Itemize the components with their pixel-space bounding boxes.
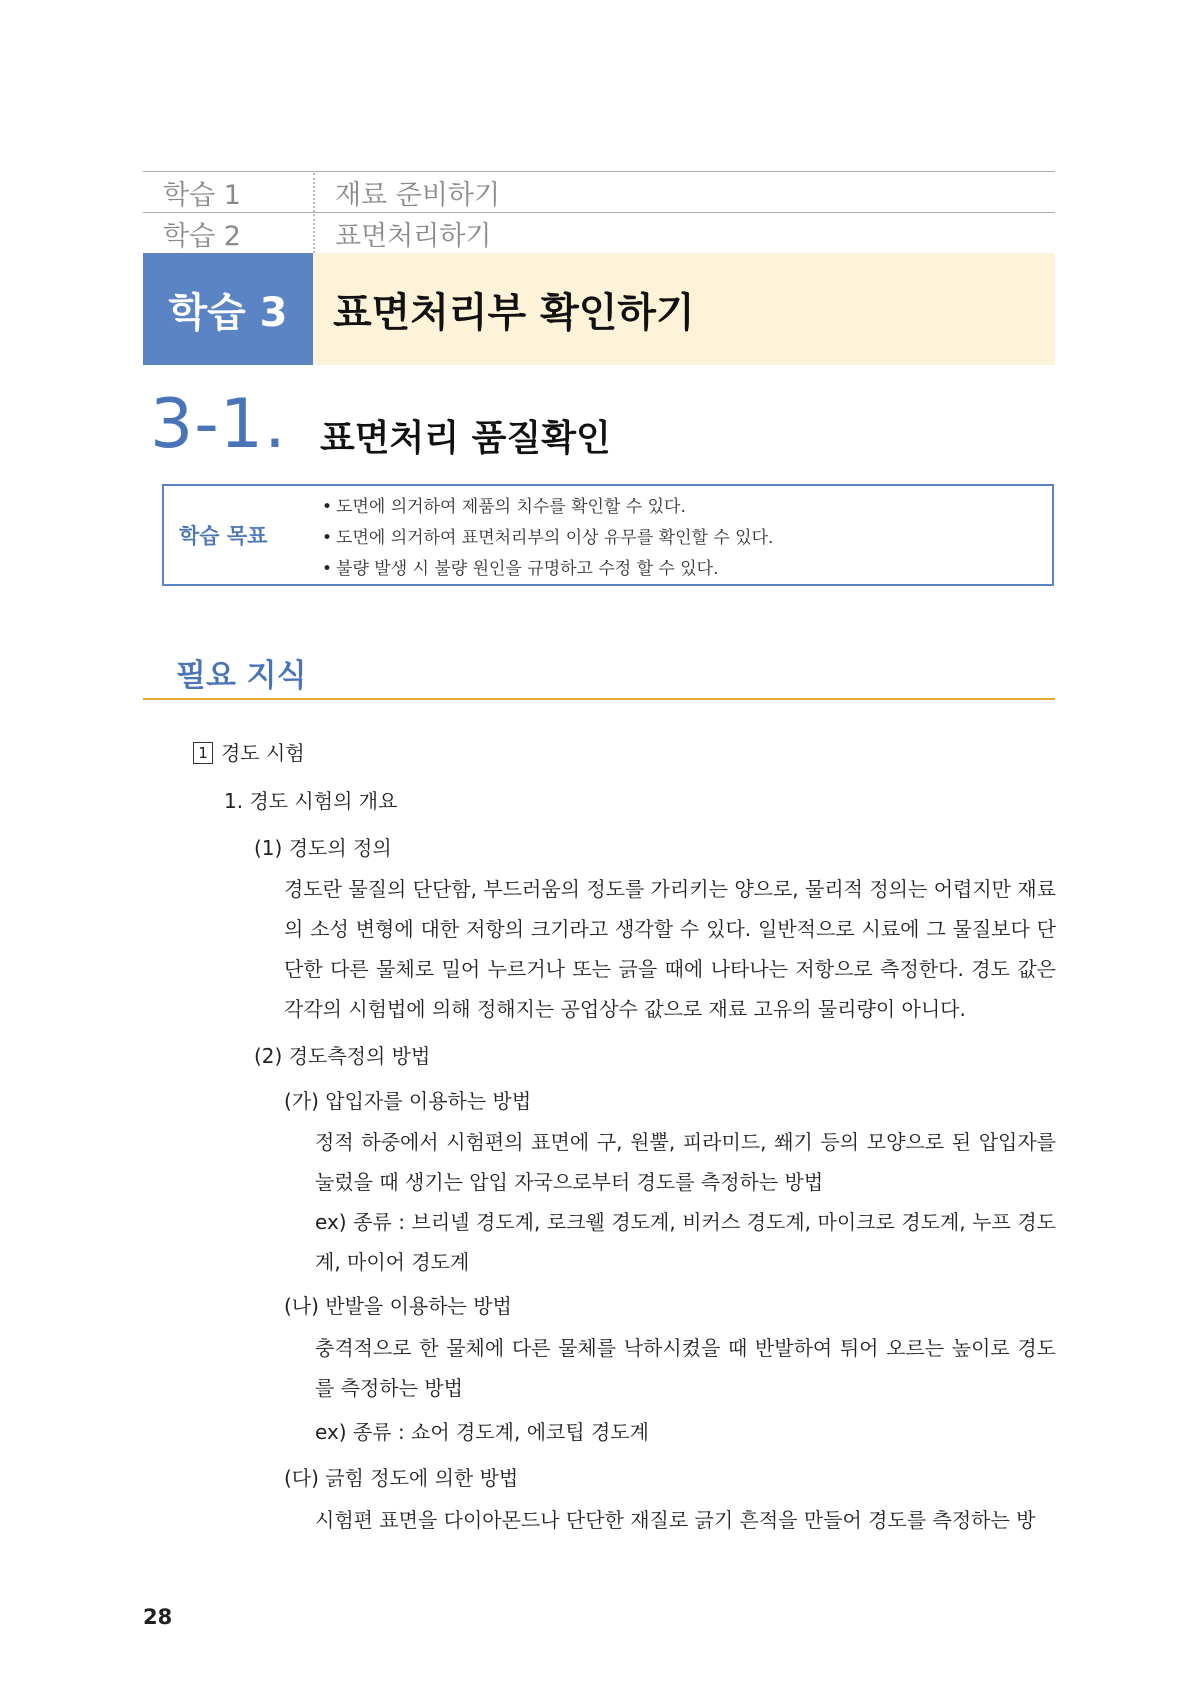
method-indenter-body: 정적 하중에서 시험편의 표면에 구, 원뿔, 피라미드, 쐐기 등의 모양으로 된 압입자를 눌렀을 때 생기는 압입 자국으로부터 경도를 측정하는 방법 (315, 1130, 1056, 1194)
method-indenter-title: (가) 압입자를 이용하는 방법 (284, 1089, 532, 1113)
tab-study-1 (143, 173, 1055, 212)
section-title: 표면처리 품질확인 (320, 418, 611, 459)
method-indenter-example: ex) 종류 : 브리넬 경도계, 로크웰 경도계, 비커스 경도계, 마이크로 경도계, 누프 경도계, 마이어 경도계 (315, 1210, 1056, 1274)
learning-goals-list (322, 492, 773, 585)
method-rebound-title: (나) 반발을 이용하는 방법 (284, 1294, 512, 1318)
tab-title: 표면처리하기 (313, 214, 492, 253)
goal-item: • 도면에 의거하여 표면처리부의 이상 유무를 확인할 수 있다. (322, 523, 773, 554)
active-study-number: 학습 3 (143, 253, 313, 365)
tab-number: 학습 1 (163, 180, 241, 211)
section-number: 3-1. (150, 385, 287, 464)
goal-item: • 도면에 의거하여 제품의 치수를 확인할 수 있다. (322, 492, 773, 523)
learning-goals-label: 학습 목표 (179, 524, 268, 548)
knowledge-heading: 필요 지식 (176, 658, 307, 694)
subheading-methods: (2) 경도측정의 방법 (254, 1044, 431, 1068)
heading-text: 경도 시험 (221, 741, 305, 765)
subheading-overview: 1. 경도 시험의 개요 (224, 789, 398, 813)
paragraph-definition: 경도란 물질의 단단함, 부드러움의 정도를 가리키는 양으로, 물리적 정의는 어렵지만 재료의 소성 변형에 대한 저항의 크기라고 생각할 수 있다. 일반적으로 시료에 그 물질보다 단단한 다른 물체로 밀어 누르거나 또는 긁을 때에 나타나는 저항으로 측정한다. 경도 값은 각각의 시험법에 의해 정해지는 공업상수 값으로 재료 고유의 물리량이 아니다. (284, 877, 1056, 1021)
tab-number: 학습 2 (163, 221, 241, 252)
header-rule-top (143, 171, 1055, 172)
tab-title: 재료 준비하기 (313, 173, 500, 212)
method-rebound-example: ex) 종류 : 쇼어 경도계, 에코팁 경도계 (315, 1420, 649, 1444)
heading-hardness-test (193, 737, 305, 766)
page-number: 28 (143, 1605, 173, 1629)
active-study-title: 표면처리부 확인하기 (313, 253, 1055, 365)
header-rule (143, 212, 1055, 213)
method-scratch-body: 시험편 표면을 다이아몬드나 단단한 재질로 긁기 흔적을 만들어 경도를 측정하는 방 (315, 1508, 1036, 1532)
learning-goals-box (162, 484, 1054, 586)
subheading-definition: (1) 경도의 정의 (254, 836, 392, 860)
goal-item: • 불량 발생 시 불량 원인을 규명하고 수정 할 수 있다. (322, 554, 773, 585)
boxed-number: 1 (193, 742, 213, 764)
tab-study-2 (143, 214, 1055, 253)
method-scratch-title: (다) 긁힘 정도에 의한 방법 (284, 1466, 519, 1490)
knowledge-rule (143, 698, 1055, 700)
method-rebound-body: 충격적으로 한 물체에 다른 물체를 낙하시켰을 때 반발하여 튀어 오르는 높이로 경도를 측정하는 방법 (315, 1336, 1056, 1400)
